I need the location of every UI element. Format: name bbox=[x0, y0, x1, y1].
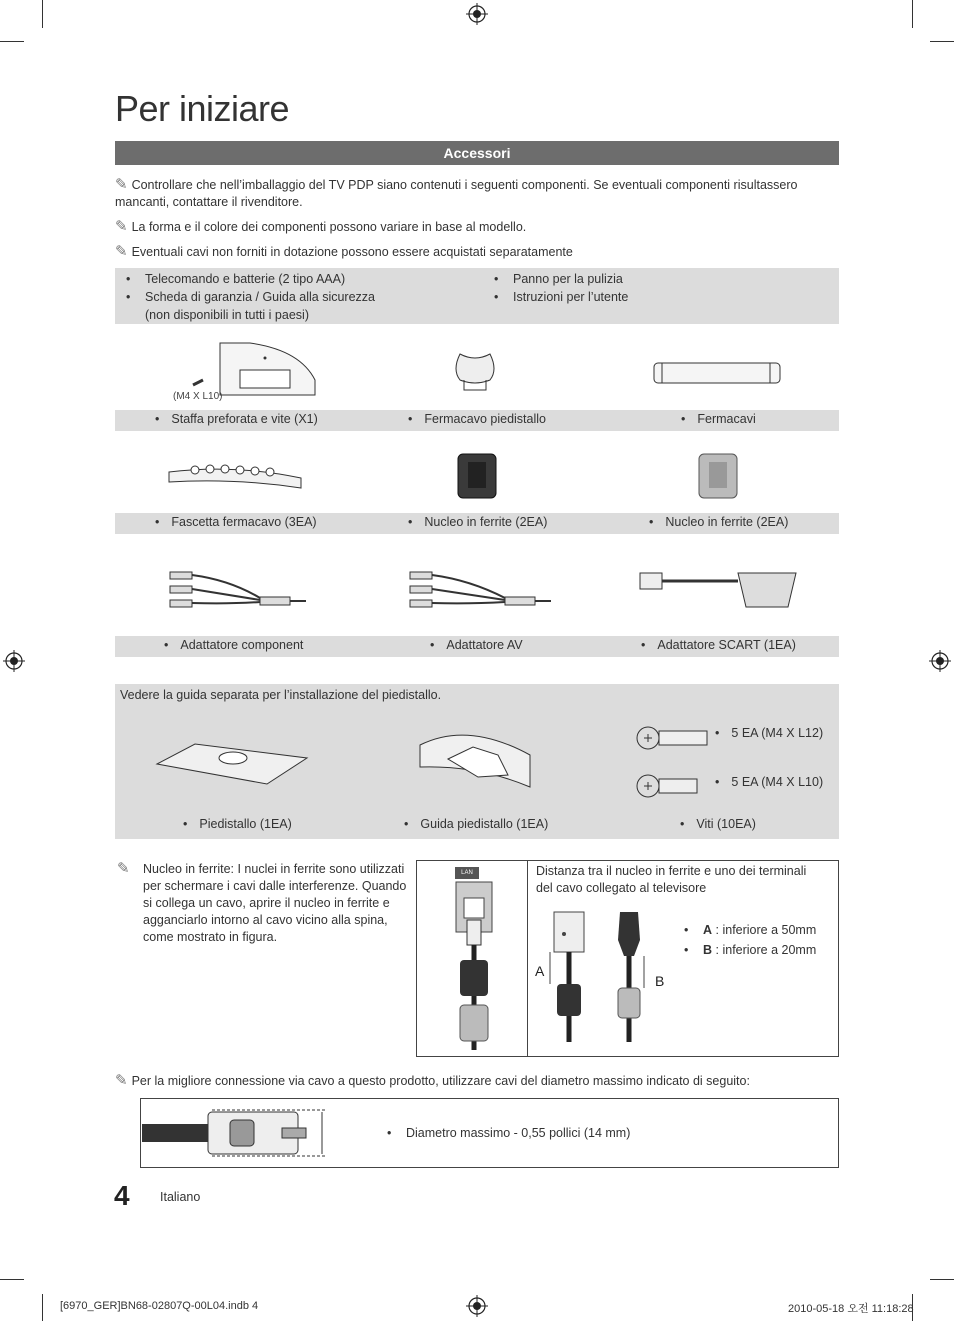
included-items-box bbox=[115, 268, 839, 324]
list-item-b: • B : inferiore a 20mm bbox=[703, 941, 816, 959]
list-item: • Telecomando e batterie (2 tipo AAA) bbox=[145, 270, 375, 288]
crop-mark bbox=[42, 0, 43, 28]
file-slug: [6970_GER]BN68-02807Q-00L04.indb 4 bbox=[60, 1300, 259, 1312]
pencil-note-icon: ✎ bbox=[115, 176, 128, 193]
screws-image bbox=[636, 718, 711, 802]
lan-port-label: LAN bbox=[455, 867, 479, 879]
item-label: • Adattatore AV bbox=[430, 638, 523, 652]
pedestal-image bbox=[155, 738, 310, 788]
note-3: ✎ Eventuali cavi non forniti in dotazione possono essere acquistati separatamente bbox=[115, 243, 573, 260]
cable-tie-image bbox=[652, 360, 782, 386]
page-number: 4 bbox=[114, 1180, 130, 1211]
pencil-note-icon: ✎ bbox=[115, 1072, 128, 1089]
item-label: • Viti (10EA) bbox=[680, 817, 756, 831]
crop-mark bbox=[42, 1294, 43, 1321]
crop-mark bbox=[0, 41, 24, 42]
timestamp-slug: 2010-05-18 오전 11:18:28 bbox=[788, 1303, 914, 1315]
section-header: Accessori bbox=[115, 141, 839, 165]
screw-a-label: • 5 EA (M4 X L12) bbox=[715, 726, 823, 740]
registration-mark-icon bbox=[466, 3, 488, 25]
crop-mark bbox=[930, 1279, 954, 1280]
list-item: • Istruzioni per l’utente bbox=[513, 288, 628, 306]
dimension-b-label: B bbox=[655, 973, 665, 989]
item-label: • Fascetta fermacavo (3EA) bbox=[155, 515, 317, 529]
stand-cable-holder-image bbox=[452, 350, 498, 394]
av-adapter-image bbox=[405, 568, 555, 612]
item-label: • Guida piedistallo (1EA) bbox=[404, 817, 548, 831]
divider bbox=[527, 861, 528, 1056]
item-label: • Fermacavo piedistallo bbox=[408, 412, 546, 426]
caption-row-1 bbox=[115, 410, 839, 431]
pencil-note-icon: ✎ bbox=[115, 218, 128, 235]
pencil-note-icon: ✎ bbox=[117, 860, 130, 877]
caption-row-3 bbox=[115, 636, 839, 657]
dimension-a-label: A bbox=[535, 963, 545, 979]
item-label: • Piedistallo (1EA) bbox=[183, 817, 292, 831]
list-item-a: • A : inferiore a 50mm bbox=[703, 921, 816, 939]
list-item: • Scheda di garanzia / Guida alla sicurezza bbox=[145, 288, 375, 306]
screw-label: (M4 X L10) bbox=[173, 391, 223, 402]
pencil-note-icon: ✎ bbox=[115, 243, 128, 260]
item-label: • Adattatore SCART (1EA) bbox=[641, 638, 796, 652]
crop-mark bbox=[912, 0, 913, 28]
component-adapter-image bbox=[160, 568, 310, 612]
registration-mark-icon bbox=[929, 650, 951, 672]
note-1: ✎ Controllare che nell’imballaggio del TV PDP siano contenuti i seguenti componenti. Se eventuali componenti risultassero mancanti, contattare il rivenditore. bbox=[115, 176, 798, 209]
distance-list bbox=[703, 921, 816, 959]
language-label: Italiano bbox=[160, 1190, 201, 1204]
included-list-right bbox=[513, 270, 628, 306]
plug-ferrite-image bbox=[548, 910, 648, 1045]
registration-mark-icon bbox=[3, 650, 25, 672]
ferrite-core-light-image bbox=[697, 452, 739, 500]
caption-row-2 bbox=[115, 513, 839, 534]
item-label: • Fermacavi bbox=[681, 412, 756, 426]
item-label: • Nucleo in ferrite (2EA) bbox=[408, 515, 547, 529]
distance-title: Distanza tra il nucleo in ferrite e uno dei terminali del cavo collegato al televisore bbox=[536, 864, 807, 895]
scart-adapter-image bbox=[638, 565, 800, 611]
lan-cable-ferrite-image bbox=[452, 880, 496, 1052]
page-title: Per iniziare bbox=[115, 88, 290, 129]
item-label: • Adattatore component bbox=[164, 638, 303, 652]
crop-mark bbox=[930, 41, 954, 42]
registration-mark-icon bbox=[466, 1295, 488, 1317]
note-2: ✎ La forma e il colore dei componenti possono variare in base al modello. bbox=[115, 218, 527, 235]
ferrite-note: ✎ Nucleo in ferrite: I nuclei in ferrite sono utilizzati per schermare i cavi dalle interferenze. Quando si collega un cavo, aprire il nucleo in ferrite e agganciarlo intorno al cavo vicino alla spina, come mostrato in figura. bbox=[117, 860, 407, 944]
list-item: • Panno per la pulizia bbox=[513, 270, 628, 288]
item-label: • Nucleo in ferrite (2EA) bbox=[649, 515, 788, 529]
cable-diameter-image bbox=[142, 1108, 332, 1158]
screw-b-label: • 5 EA (M4 X L10) bbox=[715, 775, 823, 789]
included-list-left bbox=[145, 270, 375, 324]
cable-band-image bbox=[165, 458, 305, 494]
ferrite-core-dark-image bbox=[456, 452, 498, 500]
cable-note: ✎ Per la migliore connessione via cavo a questo prodotto, utilizzare cavi del diametro massimo indicato di seguito: bbox=[115, 1072, 750, 1089]
item-label: • Staffa preforata e vite (X1) bbox=[155, 412, 318, 426]
diameter-item: • Diametro massimo - 0,55 pollici (14 mm) bbox=[387, 1124, 630, 1142]
list-item-note: (non disponibili in tutti i paesi) bbox=[145, 308, 309, 322]
stand-guide-image bbox=[418, 725, 533, 793]
stand-intro: Vedere la guida separata per l’installazione del piedistallo. bbox=[120, 688, 442, 702]
crop-mark bbox=[0, 1279, 24, 1280]
